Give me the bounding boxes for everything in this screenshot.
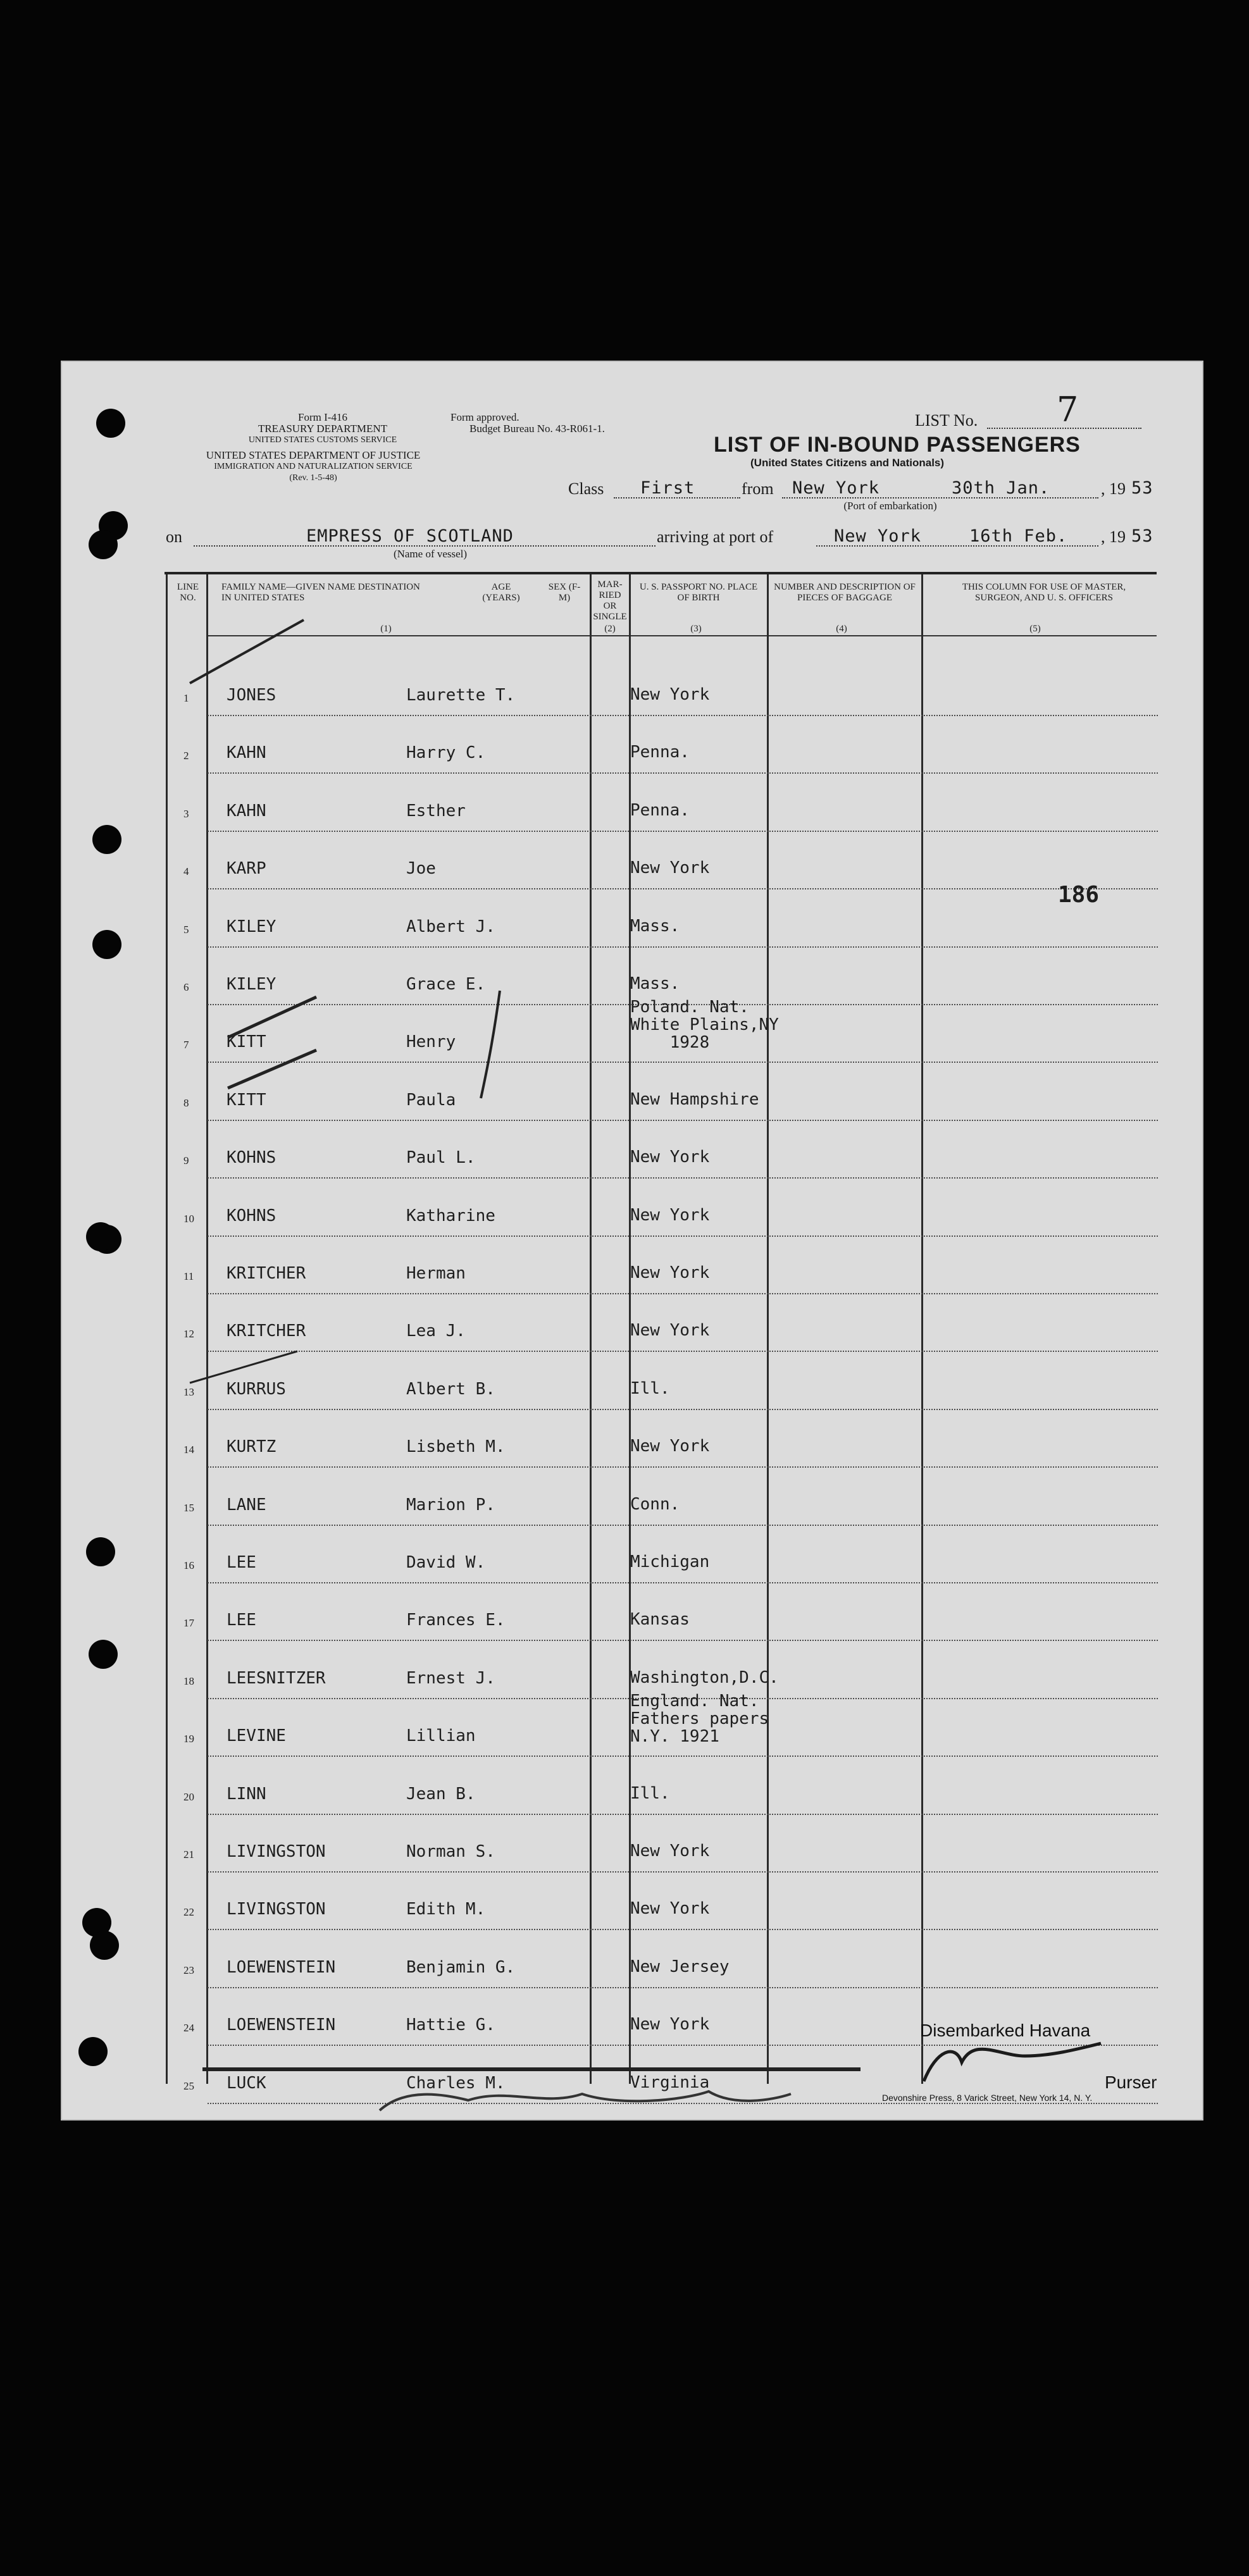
- passenger-family-name: LINN: [227, 1785, 266, 1804]
- row-line-number: 7: [183, 1039, 189, 1051]
- year-1: 53: [1131, 478, 1153, 498]
- passenger-family-name: LANE: [227, 1495, 266, 1514]
- passenger-birthplace: New York: [630, 1148, 710, 1167]
- passenger-family-name: KOHNS: [227, 1206, 277, 1225]
- col-header-age: AGE (YEARS): [482, 582, 520, 603]
- customs-service: UNITED STATES CUSTOMS SERVICE: [248, 435, 397, 445]
- from-label: from: [742, 480, 774, 498]
- passenger-family-name: KARP: [227, 859, 266, 878]
- passenger-given-name: Laurette T.: [406, 686, 516, 705]
- col-header-officers: THIS COLUMN FOR USE OF MASTER, SURGEON, AND U. S. OFFICERS: [962, 582, 1126, 603]
- row-line-number: 25: [183, 2080, 194, 2092]
- passenger-birthplace: Virginia: [630, 2073, 710, 2092]
- row-line-number: 10: [183, 1213, 194, 1225]
- passenger-given-name: Lisbeth M.: [406, 1437, 506, 1456]
- col-header-married: MAR- RIED OR SINGLE: [593, 579, 627, 622]
- row-line-number: 5: [183, 924, 189, 936]
- row-line-number: 17: [183, 1617, 194, 1629]
- passenger-birthplace: Mass.: [630, 974, 680, 993]
- row-line-number: 11: [183, 1270, 194, 1282]
- passenger-given-name: Benjamin G.: [406, 1958, 516, 1977]
- passenger-birthplace: New York: [630, 1206, 710, 1225]
- col-num-1: (1): [380, 624, 392, 634]
- passenger-birthplace: Poland. Nat. White Plains,NY 1928: [630, 998, 779, 1052]
- passenger-family-name: KAHN: [227, 743, 266, 762]
- passenger-given-name: Paula: [406, 1091, 456, 1110]
- ins-service: IMMIGRATION AND NATURALIZATION SERVICE: [214, 462, 413, 471]
- passenger-birthplace: New York: [630, 1899, 710, 1918]
- form-number: Form I-416: [298, 411, 347, 423]
- passenger-given-name: Esther: [406, 802, 466, 820]
- passenger-family-name: LIVINGSTON: [227, 1842, 326, 1861]
- passenger-family-name: KOHNS: [227, 1148, 277, 1167]
- passenger-birthplace: New York: [630, 1437, 710, 1456]
- passenger-given-name: Hattie G.: [406, 2016, 495, 2034]
- from-value: New York: [792, 478, 880, 498]
- row-line-number: 1: [183, 692, 189, 704]
- row-line-number: 2: [183, 750, 189, 762]
- passenger-family-name: LEE: [227, 1553, 256, 1572]
- passenger-family-name: KAHN: [227, 802, 266, 820]
- year-prefix-1: , 19: [1101, 480, 1126, 498]
- passenger-given-name: Harry C.: [406, 743, 486, 762]
- port-note: (Port of embarkation): [843, 500, 937, 512]
- passenger-birthplace: New Jersey: [630, 1957, 730, 1976]
- row-line-number: 20: [183, 1791, 194, 1803]
- row-line-number: 9: [183, 1155, 189, 1167]
- row-line-number: 13: [183, 1386, 194, 1398]
- passenger-birthplace: New York: [630, 1321, 710, 1340]
- passenger-birthplace: Mass.: [630, 917, 680, 936]
- passenger-given-name: Jean B.: [406, 1785, 476, 1804]
- col-num-3: (3): [690, 624, 702, 634]
- passenger-birthplace: New York: [630, 858, 710, 877]
- col-header-passport: U. S. PASSPORT NO. PLACE OF BIRTH: [639, 582, 758, 603]
- col-header-baggage: NUMBER AND DESCRIPTION OF PIECES OF BAGGAGE: [774, 582, 916, 603]
- list-number: 7: [1057, 390, 1079, 430]
- passenger-given-name: Joe: [406, 859, 436, 878]
- passenger-given-name: Edith M.: [406, 1900, 486, 1919]
- passenger-birthplace: Kansas: [630, 1610, 690, 1629]
- passenger-given-name: Marion P.: [406, 1495, 495, 1514]
- passenger-birthplace: Michigan: [630, 1552, 710, 1571]
- printer-imprint: Devonshire Press, 8 Varick Street, New York 14, N. Y.: [882, 2093, 1093, 2103]
- row-line-number: 16: [183, 1559, 194, 1571]
- row-line-number: 21: [183, 1848, 194, 1861]
- passenger-given-name: Henry: [406, 1032, 456, 1051]
- passenger-family-name: KRITCHER: [227, 1322, 306, 1341]
- passenger-family-name: KITT: [227, 1032, 266, 1051]
- arrival-date: 16th Feb.: [969, 526, 1068, 546]
- col-num-4: (4): [836, 624, 847, 634]
- arriving-label: arriving at port of: [657, 528, 774, 546]
- budget-bureau: Budget Bureau No. 43-R061-1.: [469, 423, 605, 435]
- passenger-family-name: KILEY: [227, 917, 277, 936]
- passenger-given-name: Herman: [406, 1264, 466, 1283]
- page-title: LIST OF IN-BOUND PASSENGERS: [714, 433, 1081, 457]
- year-prefix-2: , 19: [1101, 528, 1126, 546]
- passenger-given-name: Frances E.: [406, 1611, 506, 1630]
- row-line-number: 6: [183, 981, 189, 993]
- treasury-dept: TREASURY DEPARTMENT: [258, 423, 388, 435]
- check-mark: [228, 997, 316, 1037]
- check-mark: [190, 1351, 297, 1383]
- passenger-given-name: Ernest J.: [406, 1669, 495, 1688]
- col-header-name: FAMILY NAME—GIVEN NAME DESTINATION IN UNITED STATES: [221, 582, 420, 603]
- row-line-number: 19: [183, 1733, 194, 1745]
- col-num-2: (2): [604, 624, 616, 634]
- year-2: 53: [1131, 526, 1153, 546]
- class-value: First: [640, 478, 695, 498]
- row-line-number: 22: [183, 1906, 194, 1918]
- handwritten-note: [380, 2091, 791, 2110]
- row-line-number: 3: [183, 808, 189, 820]
- passenger-given-name: Charles M.: [406, 2074, 506, 2093]
- passenger-birthplace: New York: [630, 1263, 710, 1282]
- vessel-note: (Name of vessel): [393, 548, 468, 560]
- passenger-birthplace: New Hampshire: [630, 1090, 759, 1109]
- officer-annotation: 186: [1058, 882, 1100, 908]
- col-header-line-no: LINE NO.: [177, 582, 199, 603]
- passenger-family-name: KURRUS: [227, 1380, 286, 1399]
- passenger-given-name: Albert J.: [406, 917, 495, 936]
- passenger-family-name: LEE: [227, 1611, 256, 1630]
- check-mark: [190, 620, 304, 683]
- passenger-family-name: KRITCHER: [227, 1264, 306, 1283]
- form-approved: Form approved.: [451, 411, 519, 423]
- passenger-given-name: David W.: [406, 1553, 486, 1572]
- page-subtitle: (United States Citizens and Nationals): [750, 457, 945, 469]
- row-line-number: 23: [183, 1964, 194, 1976]
- passenger-birthplace: Ill.: [630, 1379, 670, 1398]
- passenger-birthplace: Conn.: [630, 1495, 680, 1514]
- row-line-number: 14: [183, 1444, 194, 1456]
- form-rev: (Rev. 1-5-48): [289, 473, 337, 483]
- passenger-given-name: Norman S.: [406, 1842, 495, 1861]
- passenger-birthplace: Penna.: [630, 801, 690, 820]
- vessel-name: EMPRESS OF SCOTLAND: [306, 526, 514, 546]
- passenger-family-name: KURTZ: [227, 1437, 277, 1456]
- passenger-family-name: LOEWENSTEIN: [227, 1958, 336, 1977]
- col-header-sex: SEX (F-M): [548, 582, 581, 603]
- passenger-family-name: LOEWENSTEIN: [227, 2016, 336, 2034]
- passenger-family-name: LIVINGSTON: [227, 1900, 326, 1919]
- row-line-number: 15: [183, 1502, 194, 1514]
- row-line-number: 8: [183, 1097, 189, 1109]
- class-label: Class: [568, 480, 604, 498]
- disembarked-note: Disembarked Havana: [920, 2021, 1091, 2040]
- passenger-given-name: Katharine: [406, 1206, 495, 1225]
- passenger-given-name: Lillian: [406, 1726, 476, 1745]
- passenger-family-name: JONES: [227, 686, 277, 705]
- passenger-birthplace: Ill.: [630, 1784, 670, 1803]
- row-line-number: 12: [183, 1328, 194, 1340]
- col-num-5: (5): [1029, 624, 1041, 634]
- check-mark: [228, 1050, 316, 1088]
- row-line-number: 18: [183, 1675, 194, 1687]
- passenger-family-name: KITT: [227, 1091, 266, 1110]
- passenger-given-name: Grace E.: [406, 975, 486, 994]
- passenger-given-name: Paul L.: [406, 1148, 476, 1167]
- passenger-given-name: Albert B.: [406, 1380, 495, 1399]
- check-mark: [481, 991, 500, 1098]
- embark-date: 30th Jan.: [952, 478, 1050, 498]
- purser-label: Purser: [1105, 2072, 1157, 2092]
- passenger-family-name: LEESNITZER: [227, 1669, 326, 1688]
- passenger-birthplace: Penna.: [630, 743, 690, 762]
- passenger-family-name: LUCK: [227, 2074, 266, 2093]
- arrival-port: New York: [834, 526, 922, 546]
- row-line-number: 4: [183, 865, 189, 877]
- passenger-given-name: Lea J.: [406, 1322, 466, 1341]
- passenger-family-name: LEVINE: [227, 1726, 286, 1745]
- justice-dept: UNITED STATES DEPARTMENT OF JUSTICE: [206, 449, 421, 461]
- row-line-number: 24: [183, 2022, 194, 2034]
- passenger-birthplace: New York: [630, 685, 710, 704]
- passenger-family-name: KILEY: [227, 975, 277, 994]
- list-label: LIST No.: [915, 411, 978, 430]
- passenger-birthplace: England. Nat. Fathers papers N.Y. 1921: [630, 1692, 769, 1746]
- passenger-birthplace: New York: [630, 1842, 710, 1861]
- passenger-birthplace: Washington,D.C.: [630, 1668, 779, 1687]
- on-label: on: [166, 528, 182, 546]
- passenger-birthplace: New York: [630, 2015, 710, 2034]
- purser-signature: [924, 2043, 1101, 2081]
